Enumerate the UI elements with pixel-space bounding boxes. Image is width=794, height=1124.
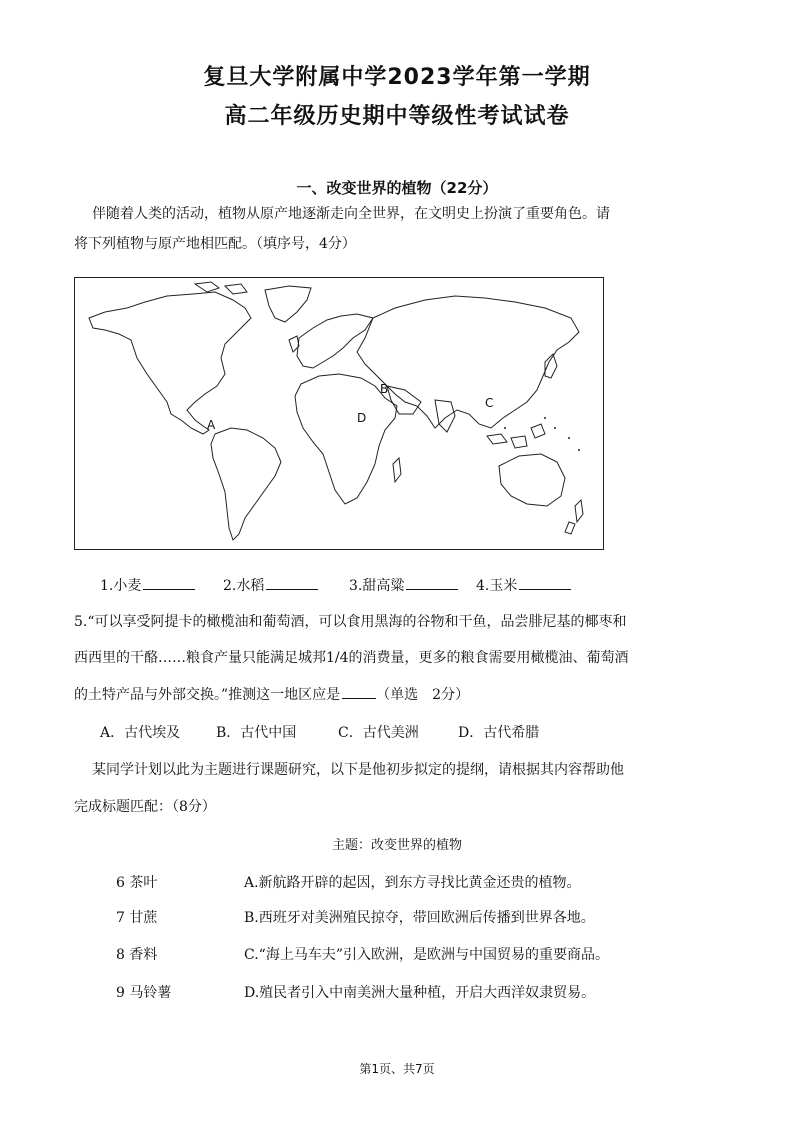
- research-line2: 完成标题匹配：（8分）: [74, 799, 216, 815]
- world-map: [74, 277, 604, 550]
- outline-row-num: 9: [116, 985, 125, 1001]
- outline-desc-c: C.“海上马车夫”引入欧洲，是欧洲与中国贸易的重要商品。: [244, 947, 609, 963]
- q5-option-c: C．古代美洲: [338, 725, 419, 741]
- outline-row-num: 6: [116, 875, 125, 891]
- outline-row-6: [116, 872, 157, 894]
- research-line1: 某同学计划以此为主题进行课题研究，以下是他初步拟定的提纲，请根据其内容帮助他: [92, 762, 624, 778]
- outline-row-8: [116, 944, 157, 966]
- map-label-d: D: [357, 411, 367, 425]
- research-theme: 主题：改变世界的植物: [331, 838, 462, 853]
- match-item-2: [223, 575, 318, 597]
- outline-row-7: [116, 907, 157, 929]
- outline-desc-d: D.殖民者引入中南美洲大量种植，开启大西洋奴隶贸易。: [244, 985, 596, 1001]
- answer-blank-1[interactable]: [143, 575, 195, 590]
- match-item-1-label: 1.小麦: [100, 578, 142, 594]
- outline-desc-b: B.西班牙对美洲殖民掠夺，带回欧洲后传播到世界各地。: [244, 910, 595, 926]
- outline-row-name: 香料: [129, 947, 158, 963]
- exam-title-line2: 高二年级历史期中等级性考试试卷: [224, 104, 570, 129]
- q5-line2: 西西里的干酪……粮食产量只能满足城邦1/4的消费量，更多的粮食需要用橄榄油、葡萄酒: [74, 650, 629, 666]
- outline-row-name: 甘蔗: [129, 910, 158, 926]
- map-label-c: C: [485, 396, 494, 410]
- outline-row-name: 马铃薯: [129, 985, 172, 1001]
- exam-title-line1: 复旦大学附属中学2023学年第一学期: [203, 65, 591, 90]
- q5-option-a: A．古代埃及: [100, 725, 181, 741]
- section-heading: 一、改变世界的植物（22分）: [296, 179, 498, 197]
- map-label-b: B: [380, 382, 389, 396]
- match-item-1: [100, 575, 195, 597]
- q5-line3-suffix: （单选 2分）: [376, 687, 470, 703]
- q5-line1: 5.“可以享受阿提卡的橄榄油和葡萄酒，可以食用黑海的谷物和干鱼，品尝腓尼基的椰枣和: [74, 614, 627, 630]
- q5-answer-blank[interactable]: [342, 684, 376, 699]
- q5-option-b: B．古代中国: [216, 725, 297, 741]
- outline-row-name: 茶叶: [129, 875, 158, 891]
- map-label-a: A: [207, 418, 216, 432]
- answer-blank-3[interactable]: [406, 575, 458, 590]
- intro-line2: 将下列植物与原产地相匹配。（填序号，4分）: [74, 236, 356, 252]
- q5-line3-prefix: 的土特产品与外部交换。”推测这一地区应是: [74, 687, 341, 703]
- answer-blank-2[interactable]: [266, 575, 318, 590]
- world-map-outline: [75, 278, 602, 548]
- outline-row-num: 8: [116, 947, 125, 963]
- page-footer: 第1页、共7页: [359, 1062, 435, 1076]
- q5-line3: [74, 684, 469, 706]
- answer-blank-4[interactable]: [519, 575, 571, 590]
- intro-line1: 伴随着人类的活动，植物从原产地逐渐走向全世界，在文明史上扮演了重要角色。请: [92, 206, 610, 222]
- match-item-2-label: 2.水稻: [223, 578, 265, 594]
- outline-desc-a: A.新航路开辟的起因，到东方寻找比黄金还贵的植物。: [244, 875, 581, 891]
- outline-row-num: 7: [116, 910, 125, 926]
- match-item-4-label: 4.玉米: [476, 578, 518, 594]
- q5-option-d: D．古代希腊: [458, 725, 540, 741]
- match-item-4: [476, 575, 571, 597]
- match-item-3: [349, 575, 458, 597]
- outline-row-9: [116, 982, 171, 1004]
- match-item-3-label: 3.甜高粱: [349, 578, 405, 594]
